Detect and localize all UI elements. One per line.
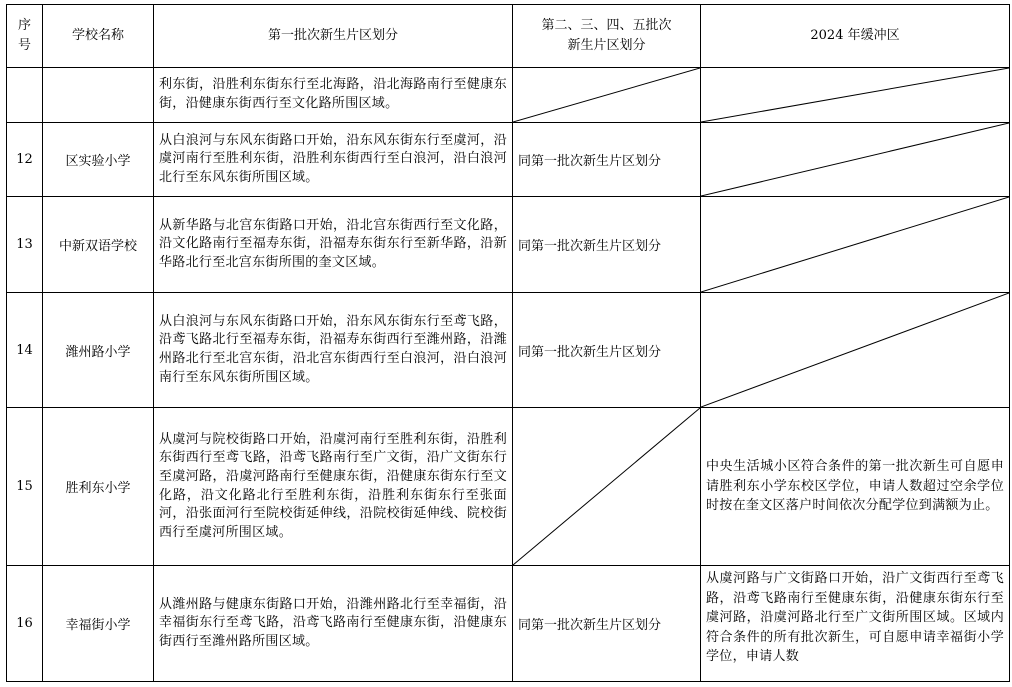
row-number: 12 bbox=[7, 123, 43, 197]
header-buffer: 2024 年缓冲区 bbox=[701, 5, 1010, 68]
buffer-zone: 从虞河路与广文街路口开始，沿广文街西行至鸢飞路，沿鸢飞路南行至健康东街，沿健康东街东行至虞河路，沿虞河路北行至广文街所围区域。区域内符合条件的所有批次新生，可自愿申请幸福街小学学位，申请人数 bbox=[701, 566, 1010, 682]
school-name: 潍州路小学 bbox=[43, 293, 154, 408]
row-number: 15 bbox=[7, 408, 43, 566]
header-first-batch: 第一批次新生片区划分 bbox=[154, 5, 513, 68]
row-number: 14 bbox=[7, 293, 43, 408]
first-batch-zone: 从潍州路与健康东街路口开始，沿潍州路北行至幸福街，沿幸福街东行至鸢飞路，沿鸢飞路南行至健康东街，沿健康东街西行至潍州路所围区域。 bbox=[154, 566, 513, 682]
header-later-batches-line1: 第二、三、四、五批次 bbox=[541, 18, 672, 33]
table-row bbox=[7, 197, 1010, 293]
later-batches-zone bbox=[513, 68, 701, 123]
later-batches-zone: 同第一批次新生片区划分 bbox=[513, 566, 701, 682]
row-number: 13 bbox=[7, 197, 43, 293]
later-batches-zone: 同第一批次新生片区划分 bbox=[513, 293, 701, 408]
later-batches-zone bbox=[513, 408, 701, 566]
buffer-zone bbox=[701, 123, 1010, 197]
buffer-zone bbox=[701, 197, 1010, 293]
table-row bbox=[7, 566, 1010, 682]
first-batch-zone: 从虞河与院校街路口开始，沿虞河南行至胜利东街，沿胜利东街西行至鸢飞路，沿鸢飞路南行至广文街，沿广文街东行至虞河路，沿虞河路南行至健康东街，沿健康东街东行至文化路，沿文化路北行至胜利东街，沿胜利东街东行至张面河，沿张面河行至院校街延伸线，沿院校街延伸线、院校街西行至虞河所围区域。 bbox=[154, 408, 513, 566]
first-batch-zone: 从白浪河与东风东街路口开始，沿东风东街东行至鸢飞路，沿鸢飞路北行至福寿东街，沿福寿东街西行至潍州路，沿潍州路北行至北宫东街，沿北宫东街西行至白浪河，沿白浪河南行至东风东街所围区域。 bbox=[154, 293, 513, 408]
school-name: 中新双语学校 bbox=[43, 197, 154, 293]
diagonal-slash bbox=[701, 123, 1009, 196]
diagonal-slash bbox=[513, 408, 700, 565]
buffer-zone bbox=[701, 68, 1010, 123]
school-name: 幸福街小学 bbox=[43, 566, 154, 682]
first-batch-zone: 从白浪河与东风东街路口开始，沿东风东街东行至虞河，沿虞河南行至胜利东街，沿胜利东街西行至白浪河，沿白浪河北行至东风东街所围区域。 bbox=[154, 123, 513, 197]
row-number bbox=[7, 68, 43, 123]
school-name: 区实验小学 bbox=[43, 123, 154, 197]
first-batch-zone: 从新华路与北宫东街路口开始，沿北宫东街西行至文化路，沿文化路南行至福寿东街，沿福寿东街东行至新华路，沿新华路北行至北宫东街所围的奎文区域。 bbox=[154, 197, 513, 293]
diagonal-slash bbox=[701, 197, 1009, 292]
table-row bbox=[7, 408, 1010, 566]
diagonal-slash bbox=[701, 68, 1009, 122]
table-row bbox=[7, 123, 1010, 197]
buffer-zone: 中央生活城小区符合条件的第一批次新生可自愿申请胜利东小学东校区学位，申请人数超过空余学位时按在奎文区落户时间依次分配学位到满额为止。 bbox=[701, 408, 1010, 566]
table-row bbox=[7, 293, 1010, 408]
header-no-text: 序号 bbox=[17, 18, 31, 53]
diagonal-slash bbox=[513, 68, 700, 122]
first-batch-zone: 利东街，沿胜利东街东行至北海路，沿北海路南行至健康东街，沿健康东街西行至文化路所围区域。 bbox=[154, 68, 513, 123]
later-batches-zone: 同第一批次新生片区划分 bbox=[513, 123, 701, 197]
school-name: 胜利东小学 bbox=[43, 408, 154, 566]
header-school: 学校名称 bbox=[43, 5, 154, 68]
header-later-batches-line2: 新生片区划分 bbox=[567, 38, 646, 53]
table-row bbox=[7, 68, 1010, 123]
diagonal-slash bbox=[701, 293, 1009, 407]
school-name bbox=[43, 68, 154, 123]
buffer-zone bbox=[701, 293, 1010, 408]
table-header-row bbox=[7, 5, 1010, 68]
later-batches-zone: 同第一批次新生片区划分 bbox=[513, 197, 701, 293]
enrollment-zone-table bbox=[6, 4, 1010, 682]
header-later-batches bbox=[513, 5, 701, 68]
header-no bbox=[7, 5, 43, 68]
row-number: 16 bbox=[7, 566, 43, 682]
